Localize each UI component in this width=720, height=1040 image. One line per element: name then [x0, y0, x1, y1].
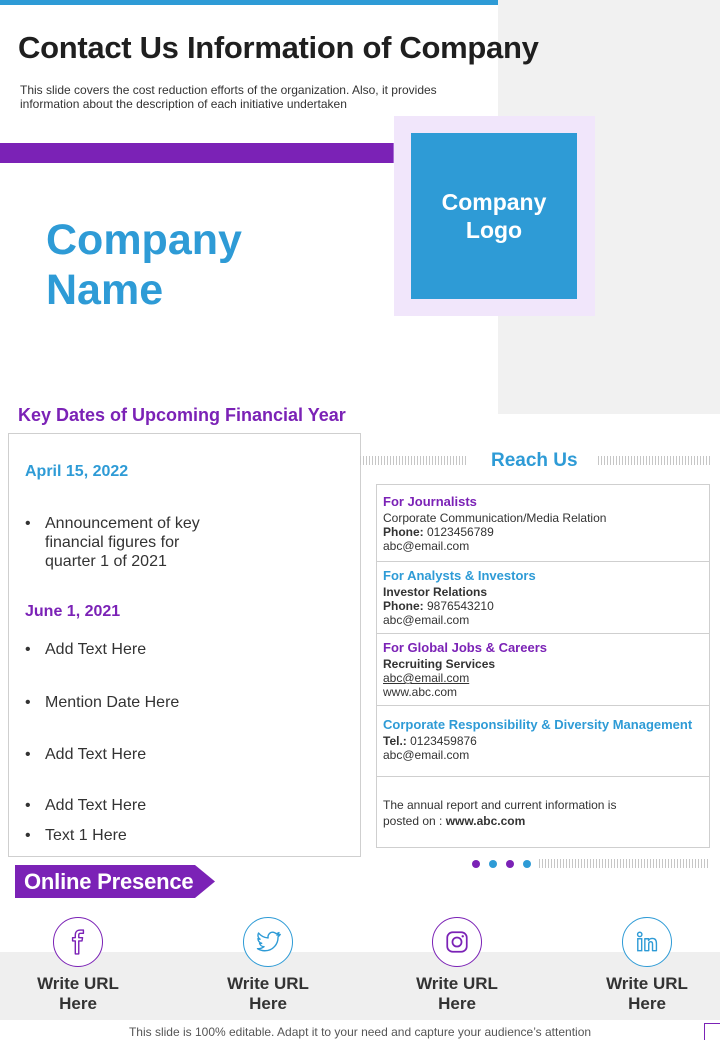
- contact-department: Recruiting Services: [383, 657, 496, 671]
- facebook-icon[interactable]: [53, 917, 103, 967]
- hatch-decoration-left: [360, 456, 466, 465]
- contact-title: For Global Jobs & Careers: [383, 640, 547, 655]
- contact-phone-row: [383, 525, 709, 539]
- bullet-text-line-3: quarter 1 of 2021: [45, 553, 167, 570]
- annual-line-1: The annual report and current information is: [383, 798, 617, 812]
- annual-report-note: [383, 797, 683, 829]
- bullet-text: Text 1 Here: [45, 827, 127, 844]
- contact-title: For Journalists: [383, 494, 477, 509]
- company-name-line-2: Name: [46, 266, 164, 314]
- url-label-line-1: Write URL: [416, 974, 498, 993]
- dot-purple: [472, 860, 480, 868]
- date-1-bullet: [25, 514, 225, 571]
- date-2-bullet-3: [25, 745, 225, 764]
- linkedin-glyph: [634, 929, 660, 955]
- key-dates-panel: [8, 433, 361, 857]
- contact-title: Corporate Responsibility & Diversity Management: [383, 717, 693, 732]
- logo-line-1: Company: [441, 189, 547, 215]
- twitter-glyph: [254, 928, 282, 956]
- reach-us-panel: [376, 484, 710, 848]
- corner-decoration: [704, 1023, 720, 1040]
- url-label-line-2: Here: [628, 994, 666, 1013]
- divider: [377, 561, 709, 562]
- date-2-bullet-1: [25, 640, 225, 659]
- twitter-icon[interactable]: [243, 917, 293, 967]
- url-label-line-2: Here: [249, 994, 287, 1013]
- bullet-text-line-2: financial figures for: [45, 534, 180, 551]
- date-2-bullet-4: [25, 796, 225, 815]
- online-presence-heading: Online Presence: [24, 869, 194, 894]
- bullet-dot: •: [25, 827, 31, 844]
- contact-website[interactable]: www.abc.com: [383, 685, 458, 699]
- bullet-text: Add Text Here: [45, 746, 147, 763]
- divider: [377, 776, 709, 777]
- bullet-text: Add Text Here: [45, 641, 147, 658]
- instagram-url-label[interactable]: [397, 974, 517, 1014]
- bullet-text-line-1: Announcement of key: [45, 515, 200, 532]
- hatch-decoration-bottom: [539, 859, 710, 868]
- subtitle-line-2: information about the description of each initiative undertaken: [20, 97, 347, 111]
- tel-number: 0123459876: [406, 734, 477, 748]
- contact-department: Investor Relations: [383, 585, 488, 599]
- url-label-line-1: Write URL: [606, 974, 688, 993]
- url-label-line-1: Write URL: [227, 974, 309, 993]
- instagram-icon[interactable]: [432, 917, 482, 967]
- phone-label: Phone:: [383, 599, 424, 613]
- facebook-url-label[interactable]: [18, 974, 138, 1014]
- contact-title: For Analysts & Investors: [383, 568, 536, 583]
- contact-email[interactable]: abc@email.com: [383, 613, 470, 627]
- hatch-decoration-right: [598, 456, 710, 465]
- date-2-bullet-2: [25, 693, 225, 712]
- top-accent-line: [0, 0, 498, 5]
- dot-purple: [506, 860, 514, 868]
- url-label-line-2: Here: [59, 994, 97, 1013]
- divider: [377, 705, 709, 706]
- linkedin-icon[interactable]: [622, 917, 672, 967]
- logo-line-2: Logo: [465, 217, 523, 243]
- subtitle-line-1: This slide covers the cost reduction efforts of the organization. Also, it provides: [20, 83, 437, 97]
- tel-label: Tel.:: [383, 734, 407, 748]
- key-dates-heading: Key Dates of Upcoming Financial Year: [18, 405, 346, 425]
- divider: [377, 633, 709, 634]
- contact-email[interactable]: abc@email.com: [383, 671, 470, 685]
- date-1-label: April 15, 2022: [25, 463, 129, 480]
- footer-note: This slide is 100% editable. Adapt it to your need and capture your audience’s attention: [128, 1025, 592, 1039]
- url-label-line-2: Here: [438, 994, 476, 1013]
- company-name-line-1: Company: [46, 216, 242, 264]
- instagram-glyph: [444, 929, 470, 955]
- bullet-text: Add Text Here: [45, 797, 147, 814]
- linkedin-url-label[interactable]: [587, 974, 707, 1014]
- contact-phone-row: [383, 734, 709, 748]
- date-2-bullet-5: [25, 826, 225, 845]
- bullet-text: Mention Date Here: [45, 694, 180, 711]
- url-label-line-1: Write URL: [37, 974, 119, 993]
- logo-text: [424, 188, 564, 244]
- contact-csr: [383, 717, 709, 762]
- contact-jobs: [383, 640, 709, 699]
- contact-email[interactable]: abc@email.com: [383, 539, 470, 553]
- bullet-dot: •: [25, 746, 31, 763]
- contact-phone-row: [383, 599, 709, 613]
- facebook-glyph: [65, 929, 91, 955]
- page-title: Contact Us Information of Company: [18, 30, 539, 65]
- phone-label: Phone:: [383, 525, 424, 539]
- annual-line-2: [383, 813, 683, 829]
- contact-department: Corporate Communication/Media Relation: [383, 511, 607, 525]
- company-logo-placeholder: [411, 133, 577, 299]
- bullet-dot: •: [25, 515, 31, 532]
- annual-link[interactable]: www.abc.com: [445, 814, 526, 828]
- date-2-label: June 1, 2021: [25, 603, 121, 620]
- bullet-dot: •: [25, 797, 31, 814]
- contact-journalists: [383, 494, 709, 553]
- phone-number: 9876543210: [423, 599, 494, 613]
- dot-blue: [523, 860, 531, 868]
- dots-decoration: [472, 859, 536, 869]
- page-subtitle: [20, 83, 460, 111]
- purple-accent-band: [0, 143, 393, 163]
- dot-blue: [489, 860, 497, 868]
- annual-prefix: posted on :: [383, 814, 446, 828]
- contact-analysts: [383, 568, 709, 627]
- company-name: [46, 215, 326, 315]
- reach-us-heading: Reach Us: [491, 450, 578, 471]
- bullet-dot: •: [25, 694, 31, 711]
- contact-email[interactable]: abc@email.com: [383, 748, 470, 762]
- bullet-dot: •: [25, 641, 31, 658]
- phone-number: 0123456789: [423, 525, 494, 539]
- twitter-url-label[interactable]: [208, 974, 328, 1014]
